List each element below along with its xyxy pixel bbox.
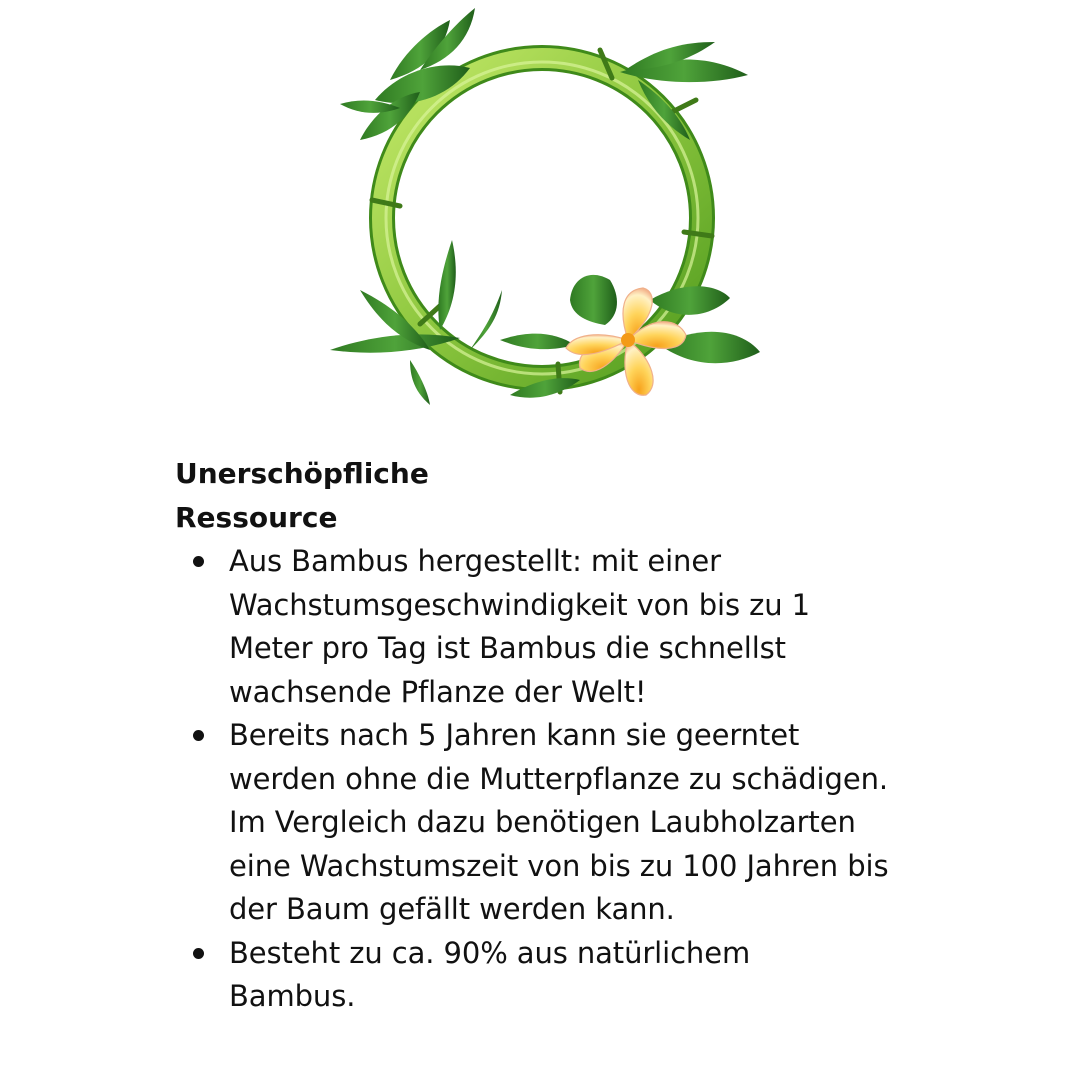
list-item [175, 932, 869, 1019]
bamboo-ring-illustration [320, 0, 780, 450]
section-heading: Unerschöpfliche Ressource [175, 457, 429, 534]
bullet-icon [193, 730, 204, 741]
list-item-text: Besteht zu ca. 90% aus natürlichem Bambus. [229, 935, 751, 1013]
bullet-list [175, 540, 935, 1019]
list-item-text: Aus Bambus hergestellt: mit einer Wachstumsgeschwindigkeit von bis zu 1 Meter pro Tag ist Bambus die schnellst wachsende Pflanze der Welt! [229, 544, 810, 709]
list-item [175, 714, 889, 932]
content-block [175, 452, 935, 1019]
bullet-icon [193, 556, 204, 567]
bullet-icon [193, 948, 204, 959]
list-item-text: Bereits nach 5 Jahren kann sie geerntet werden ohne die Mutterpflanze zu schädigen. Im Vergleich dazu benötigen Laubholzarten eine Wachstumszeit von bis zu 100 Jahren bis der Baum gefällt werden kann. [229, 718, 889, 926]
list-item [175, 540, 869, 714]
bamboo-ring-icon [320, 0, 780, 450]
